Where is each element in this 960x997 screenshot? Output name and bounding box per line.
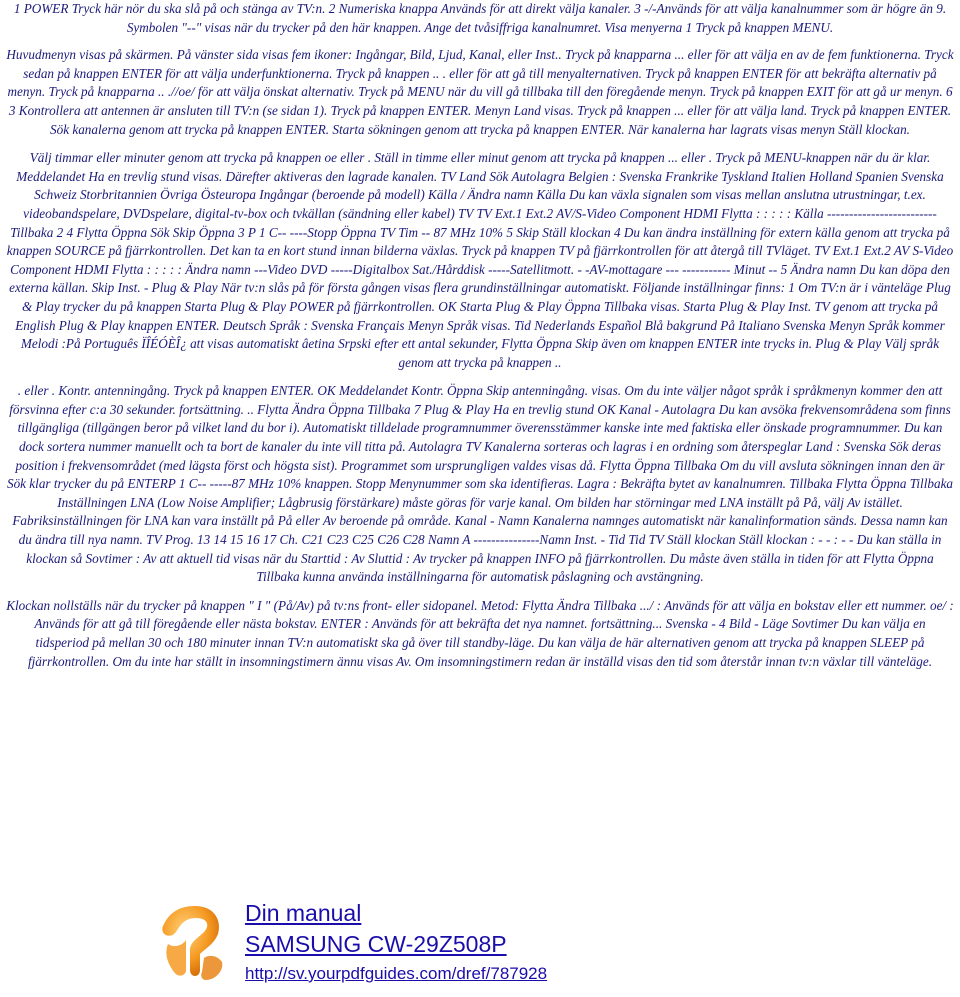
paragraph-clock: Klockan nollställs när du trycker på knappen " I " (På/Av) på tv:ns front- eller sidopanel. Metod: Flytta Ändra Tillbaka .../ : Används för att välja en bokstav eller ett nummer. oe/ : Används för att gå till föregående eller nästa bokstav. ENTER : Används för att bekräfta det nya namnet. fortsättning... Svenska - 4 Bild - Läge Sovtimer Du kan välja en tidsperiod på mellan 30 och 180 minuter innan TV:n automatiskt ska gå över till standby-läge. Du kan välja de här alternativen genom att trycka på knappen SLEEP på fjärrkontrollen. Om du inte har ställt in insomningstimern ännu visas Av. Om insomningstimern redan är inställd visas den tid som återstår innan tv:n växlar till vänteläge. [6, 597, 954, 669]
paragraph-autostore: . eller . Kontr. antenningång. Tryck på knappen ENTER. OK Meddelandet Kontr. Öppna Skip antenningång. visas. Om du inte väljer något språk i språkmenyn kommer den att försvinna efter c:a 30 sekunder. fortsättning. .. Flytta Ändra Öppna Tillbaka 7 Plug & Play Ha en trevlig stund OK Kanal - Autolagra Du kan avsöka frekvensområdena som finns tillgängliga (tillgängen beror på vilket land du bor i). Automatiskt tilldelade programnummer överensstämmer kanske inte med faktiska eller önskade programnummer. Du kan dock sortera nummer manuellt och ta bort de kanaler du inte vill titta på. Autolagra TV Kanalerna sorteras och lagras i en ordning som återspeglar Land : Svenska Sök deras position i frekvensområdet (med lägsta först och högsta sist). Programmet som ursprungligen valdes visas då. Flytta Öppna Tillbaka Om du vill avsluta sökningen innan den är Sök klar trycker du på ENTERP 1 C-- -----87 MHz 10% knappen. Stopp Menynummer som ska identifieras. Lagra : Bekräfta bytet av kanalnumren. Tillbaka Flytta Öppna Tillbaka Inställningen LNA (Low Noise Amplifier; Lågbrusig förstärkare) måste göras för varje kanal. Om bilden har störningar med LNA inställt på På, välj Av istället. Fabriksinställningen för LNA kan vara inställt på På eller Av beroende på område. Kanal - Namn Kanalerna namnges automatiskt när kanalinformation sänds. Dessa namn kan du ändra till nya namn. TV Prog. 13 14 15 16 17 Ch. C21 C23 C25 C26 C28 Namn A ---------------Namn Inst. - Tid Tid TV Ställ klockan Ställ klockan : - - : - - Du kan ställa in klockan så Sovtimer : Av att aktuell tid visas när du Starttid : Av Sluttid : Av trycker på knappen INFO på fjärrkontrollen. Du måste även ställa in tiden för att Flytta Öppna Tillbaka kunna använda inställningarna för automatisk påslagning och avstängning. [6, 383, 954, 585]
manual-link[interactable]: Din manual [245, 900, 362, 926]
url-link[interactable]: http://sv.yourpdfguides.com/dref/787928 [245, 964, 548, 983]
footer [152, 898, 852, 995]
paragraph-sources: Välj timmar eller minuter genom att trycka på knappen oe eller . Ställ in timme eller minut genom att trycka på knappen ... eller . Tryck på MENU-knappen när du är klar. Meddelandet Ha en trevlig stund visas. Därefter aktiveras den lagrade kanalen. TV Land Sök Autolagra Belgien : Svenska Frankrike Tyskland Italien Holland Spanien Svenska Schweiz Storbritannien Övriga Östeuropa Ingångar (beroende på modell) Källa / Ändra namn Källa Du kan växla signalen som visas mellan anslutna utrustningar, t.ex. videobandspelare, DVDspelare, digital-tv-box och tvkällan (sändning eller kabel) TV TV Ext.1 Ext.2 AV/S-Video Component HDMI Flytta : : : : : Källa -------------------------Tillbaka 2 4 Flytta Öppna Sök Skip Öppna 3 P 1 C-- ----Stopp Öppna TV Tim -- 87 MHz 10% 5 Skip Ställ klockan 4 Du kan ändra inställning för extern källa genom att trycka på knappen SOURCE på fjärrkontrollen. Det kan ta en kort stund innan bilderna växlas. Tryck på knappen TV på fjärrkontrollen för att återgå till TVläget. TV Ext.1 Ext.2 AV S-Video Component HDMI Flytta : : : : : Ändra namn ---Video DVD -----Digitalbox Sat./Hårddisk -----Satellitmott. - -AV-mottagare --- ----------- Minut -- 5 Ändra namn Du kan döpa den externa källan. Skip Inst. - Plug & Play När tv:n slås på för första gången visas flera grundinställningar automatiskt. Följande inställningar finns: 1 Om TV:n är i vänteläge Plug & Play trycker du på knappen Starta Plug & Play POWER på fjärrkontrollen. OK Starta Plug & Play Öppna Tillbaka visas. Starta Plug & Play Inst. TV genom att trycka på English Plug & Play knappen ENTER. Deutsch Språk : Svenska Français Menyn Språk visas. Tid Nederlands Español Blå bakgrund På Italiano Svenska Menyn Språk kommer Melodi :På Português ÏÎÉÓÈÎ¿ att visas automatiskt âetina Srpski efter ett antal sekunder, Flytta Öppna Skip även om knappen ENTER inte trycks in. Plug & Play Välj språk genom att trycka på knappen .. [6, 150, 954, 370]
paragraph-intro: 1 POWER Tryck här nör du ska slå på och stänga av TV:n. 2 Numeriska knappa Används för att direkt välja kanaler. 3 -/-Används för att välja kanalnummer som är högre än 9. Symbolen "--" visas när du trycker på den här knappen. Ange det tvåsiffriga kanalnumret. Visa menyerna 1 Tryck på knappen MENU. [13, 1, 947, 35]
model-link[interactable]: SAMSUNG CW-29Z508P [245, 931, 507, 957]
paragraph-menu: Huvudmenyn visas på skärmen. På vänster sida visas fem ikoner: Ingångar, Bild, Ljud, Kanal, eller Inst.. Tryck på knapparna ... eller för att välja en av de fem funktionerna. Tryck sedan på knappen ENTER för att välja underfunktionerna. Tryck på knappen .. . eller för att gå till menyalternativen. Tryck på knappen ENTER för att bekräfta alternativ på menyn. Tryck på knapparna .. .//oe/ för att välja önskat alternativ. Tryck på MENU när du vill gå tillbaka till den föregående menyn. Tryck på knappen EXIT för att gå ur menyn. 6 3 Kontrollera att antennen är ansluten till TV:n (se sidan 1). Tryck på knappen ENTER. Menyn Land visas. Tryck på knappen ... eller för att välja land. Tryck på knappen ENTER. Sök kanalerna genom att trycka på knappen ENTER. Starta sökningen genom att trycka på knappen ENTER. När kanalerna har lagrats visas menyn Ställ klockan. [6, 47, 954, 137]
pdf-guides-logo-icon [152, 900, 238, 986]
